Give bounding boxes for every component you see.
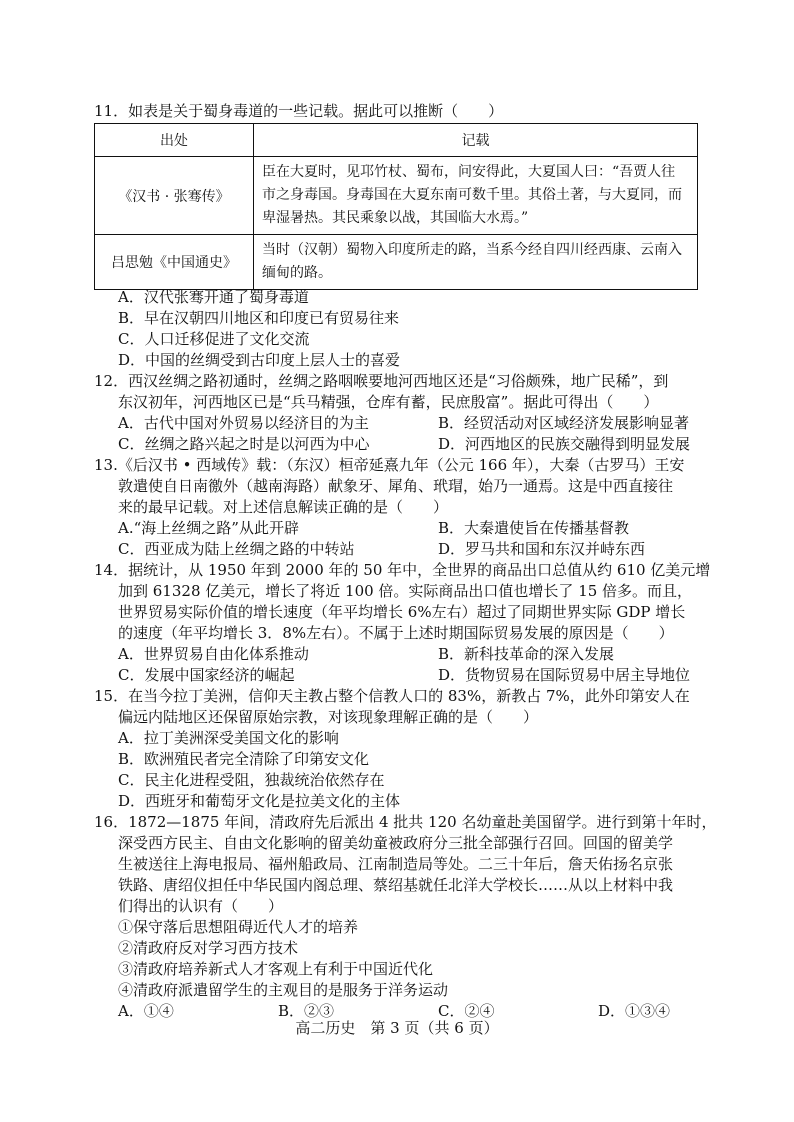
option-c: C．丝绸之路兴起之时是以河西为中心 — [118, 435, 370, 453]
option-b: B．欧洲殖民者完全清除了印第安文化 — [118, 750, 370, 768]
option-a: A．古代中国对外贸易以经济目的为主 — [118, 414, 369, 432]
question-13-stem-cont: 来的最早记载。对上述信息解读正确的是（ ） — [118, 498, 449, 516]
option-c: C．西亚成为陆上丝绸之路的中转站 — [118, 540, 355, 558]
option-c: C．人口迁移促进了文化交流 — [118, 330, 310, 348]
question-14-stem: 14．据统计，从 1950 年到 2000 年的 50 年中，全世界的商品出口总值从约 610 亿美元增 — [94, 561, 711, 579]
question-15-stem-cont: 偏远内陆地区还保留原始宗教，对该现象理解正确的是（ ） — [118, 708, 539, 726]
question-11-stem: 11．如表是关于蜀身毒道的一些记载。据此可以推断（ ） — [94, 102, 504, 120]
option-d: D．河西地区的民族交融得到明显发展 — [438, 435, 691, 453]
table-header-record: 记载 — [254, 124, 698, 157]
q11-records-table — [94, 123, 698, 290]
statement-3: ③清政府培养新式人才客观上有利于中国近代化 — [118, 960, 434, 978]
option-a: A．①④ — [118, 1002, 174, 1020]
option-d: D．货物贸易在国际贸易中居主导地位 — [438, 666, 691, 684]
option-a: A.“海上丝绸之路”从此开辟 — [118, 519, 299, 537]
question-13-stem-cont: 敦遣使自日南徼外（越南海路）献象牙、犀角、玳瑁，始乃一通焉。这是中西直接往 — [118, 477, 674, 495]
option-b: B．②③ — [278, 1002, 335, 1020]
statement-4: ④清政府派遣留学生的主观目的是服务于洋务运动 — [118, 981, 449, 999]
page-footer: 高二历史 第 3 页（共 6 页） — [295, 1019, 499, 1037]
option-d: D．罗马共和国和东汉并峙东西 — [438, 540, 646, 558]
statement-1: ①保守落后思想阻碍近代人才的培养 — [118, 918, 359, 936]
option-d: D．①③④ — [598, 1002, 671, 1020]
option-c: C．发展中国家经济的崛起 — [118, 666, 295, 684]
statement-2: ②清政府反对学习西方技术 — [118, 939, 299, 957]
option-c: C．②④ — [438, 1002, 495, 1020]
option-d: D．中国的丝绸受到古印度上层人士的喜爱 — [118, 351, 401, 369]
option-b: B．经贸活动对区域经济发展影响显著 — [438, 414, 690, 432]
question-16-stem-cont: 铁路、唐绍仪担任中华民国内阁总理、蔡绍基就任北洋大学校长……从以上材料中我 — [118, 876, 674, 894]
option-a: A．汉代张骞开通了蜀身毒道 — [118, 288, 309, 306]
table-header-source: 出处 — [95, 124, 254, 157]
table-cell-record: 臣在大夏时，见邛竹杖、蜀布，问安得此，大夏国人曰：“吾贾人往市之身毒国。身毒国在大夏东南可数千里。其俗土著，与大夏同，而卑湿暑热。其民乘象以战，其国临大水焉。” — [254, 157, 698, 235]
option-b: B．新科技革命的深入发展 — [438, 645, 615, 663]
question-16-stem-cont: 生被送往上海电报局、福州船政局、江南制造局等处。二三十年后，詹天佑扬名京张 — [118, 855, 674, 873]
table-cell-record: 当时（汉朝）蜀物入印度所走的路，当系今经自四川经西康、云南入缅甸的路。 — [254, 235, 698, 290]
question-16-stem: 16．1872—1875 年间，清政府先后派出 4 批共 120 名幼童赴美国留学。进行到第十年时， — [94, 813, 717, 831]
question-16-stem-cont: 们得出的认识有（ ） — [118, 897, 284, 915]
option-b: B．大秦遣使旨在传播基督教 — [438, 519, 630, 537]
option-a: A．拉丁美洲深受美国文化的影响 — [118, 729, 339, 747]
option-d: D．西班牙和葡萄牙文化是拉美文化的主体 — [118, 792, 401, 810]
question-15-stem: 15．在当今拉丁美洲，信仰天主教占整个信教人口的 83%，新教占 7%，此外印第安人在 — [94, 687, 690, 705]
option-c: C．民主化进程受阻，独裁统治依然存在 — [118, 771, 385, 789]
question-14-stem-cont: 加到 61328 亿美元，增长了将近 100 倍。实际商品出口值也增长了 15 倍多。而且， — [118, 582, 693, 600]
table-cell-source: 《汉书 · 张骞传》 — [95, 157, 254, 235]
question-13-stem: 13.《后汉书 • 西域传》载：（东汉）桓帝延熹九年（公元 166 年），大秦（古罗马）王安 — [94, 456, 685, 474]
option-a: A．世界贸易自由化体系推动 — [118, 645, 309, 663]
question-12-stem: 12．西汉丝绸之路初通时，丝绸之路咽喉要地河西地区还是“习俗颇殊，地广民稀”，到 — [94, 372, 669, 390]
question-14-stem-cont: 世界贸易实际价值的增长速度（年平均增长 6%左右）超过了同期世界实际 GDP 增长 — [118, 603, 686, 621]
question-12-stem-cont: 东汉初年，河西地区已是“兵马精强，仓库有蓄，民庶殷富”。据此可得出（ ） — [118, 393, 659, 411]
option-b: B．早在汉朝四川地区和印度已有贸易往来 — [118, 309, 400, 327]
table-cell-source: 吕思勉《中国通史》 — [95, 235, 254, 290]
question-16-stem-cont: 深受西方民主、自由文化影响的留美幼童被政府分三批全部强行召回。回国的留美学 — [118, 834, 674, 852]
question-14-stem-cont: 的速度（年平均增长 3．8%左右）。不属于上述时期国际贸易发展的原因是（ ） — [118, 624, 674, 642]
